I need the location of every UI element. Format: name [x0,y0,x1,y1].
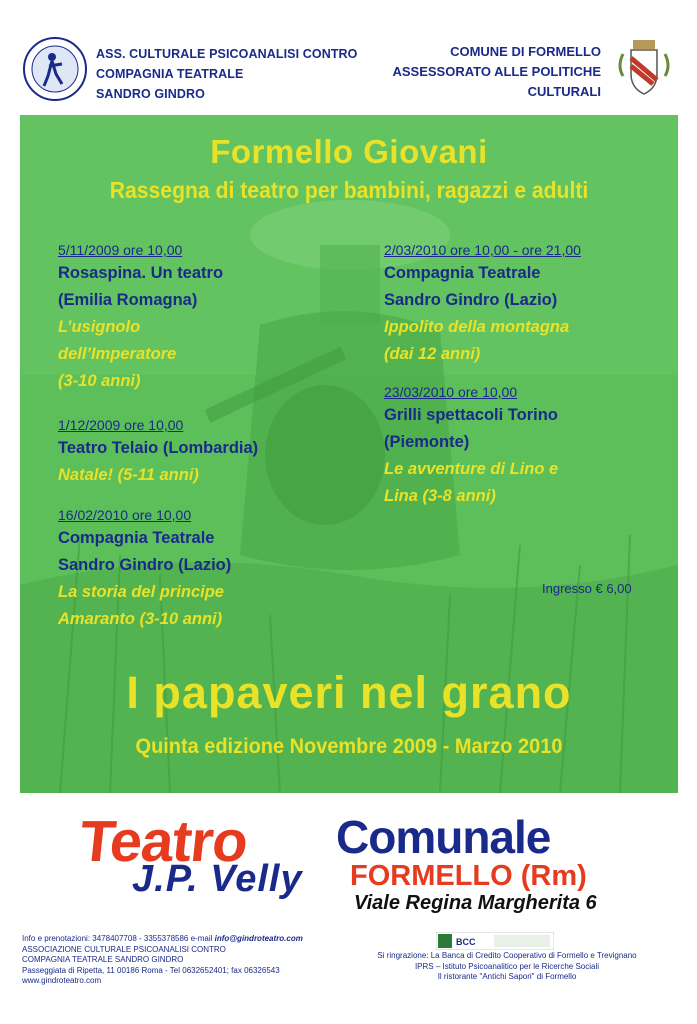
association-logo [22,36,88,102]
event-show: (dai 12 anni) [384,345,481,363]
event-company: (Piemonte) [384,433,470,451]
event-company: (Emilia Romagna) [58,291,198,309]
event-date: 1/12/2009 ore 10,00 [58,417,184,433]
organizer-line: ASS. CULTURALE PSICOANALISI CONTRO [96,47,358,61]
acknowledgement-line: Il ristorante "Antichi Sapori" di Formello [437,972,577,981]
organizer-line: SANDRO GINDRO [96,87,205,101]
event-company: Rosaspina. Un teatro [58,264,224,282]
contact-phones: Info e prenotazioni: 3478407708 - 3355378586 e-mail [22,934,215,943]
municipality-line: COMUNE DI FORMELLO [450,44,601,59]
event-show: dell’Imperatore [58,345,177,363]
organizer-line: COMPAGNIA TEATRALE [96,67,244,81]
event-item [384,382,558,510]
event-company: Teatro Telaio (Lombardia) [58,439,259,457]
festival-title: Formello Giovani [210,133,488,170]
event-item [384,240,581,368]
venue-city: FORMELLO (Rm) [350,860,587,892]
event-show: Natale! (5-11 anni) [58,466,199,484]
event-show: Ippolito della montagna [384,318,570,336]
festival-subtitle: Rassegna di teatro per bambini, ragazzi e adulti [109,177,589,203]
event-date: 2/03/2010 ore 10,00 - ore 21,00 [384,242,581,258]
contact-line: Passeggiata di Ripetta, 11 00186 Roma - Tel 0632652401; fax 06326543 [22,965,280,975]
contact-line: COMPAGNIA TEATRALE SANDRO GINDRO [22,955,184,964]
venue-comunale-text: Comunale [336,811,551,863]
acknowledgements [342,951,672,983]
event-show: Amaranto (3-10 anni) [58,610,223,628]
acknowledgement-line: Si ringrazione: La Banca di Credito Cooperativo di Formello e Trevignano [377,951,637,960]
municipality-text [392,42,601,102]
contact-info [22,934,303,987]
event-company: Compagnia Teatrale [58,529,215,547]
municipality-line: ASSESSORATO ALLE POLITICHE [392,64,601,79]
event-company: Sandro Gindro (Lazio) [58,556,232,574]
poster-edition: Quinta edizione Novembre 2009 - Marzo 2010 [135,735,563,758]
venue-name: J.P. Velly [132,858,303,900]
event-show: Lina (3-8 anni) [384,487,496,505]
contact-line: ASSOCIAZIONE CULTURALE PSICOANALISI CONTRO [22,944,226,954]
venue-address: Viale Regina Margherita 6 [354,892,597,914]
acknowledgement-line: IPRS – Istituto Psicoanalitico per le Ricerche Sociali [414,961,600,971]
event-show: (3-10 anni) [58,372,141,390]
bank-logo-icon [436,932,554,950]
coat-of-arms-icon [613,36,675,102]
contact-line [22,934,303,945]
event-item [58,415,258,489]
organizer-text [96,44,358,104]
venue-teatro-text: Teatro [76,809,251,874]
event-item [58,505,231,633]
event-item [58,240,223,395]
poster-panel [20,115,678,793]
event-date: 16/02/2010 ore 10,00 [58,507,192,523]
event-company: Sandro Gindro (Lazio) [384,291,558,309]
event-show: L’usignolo [58,318,141,336]
event-show: Le avventure di Lino e [384,460,559,478]
event-company: Grilli spettacoli Torino [384,406,558,424]
ticket-price: Ingresso € 6,00 [542,581,632,596]
event-show: La storia del principe [58,583,224,601]
bank-logo-text: BCC [456,937,476,947]
municipality-line: CULTURALI [527,84,601,99]
contact-email[interactable]: info@gindroteatro.com [214,934,303,943]
website-link[interactable]: www.gindroteatro.com [22,976,102,985]
event-date: 23/03/2010 ore 10,00 [384,384,518,400]
poster-main-title: I papaveri nel grano [126,667,572,718]
event-company: Compagnia Teatrale [384,264,541,282]
event-date: 5/11/2009 ore 10,00 [58,242,183,258]
